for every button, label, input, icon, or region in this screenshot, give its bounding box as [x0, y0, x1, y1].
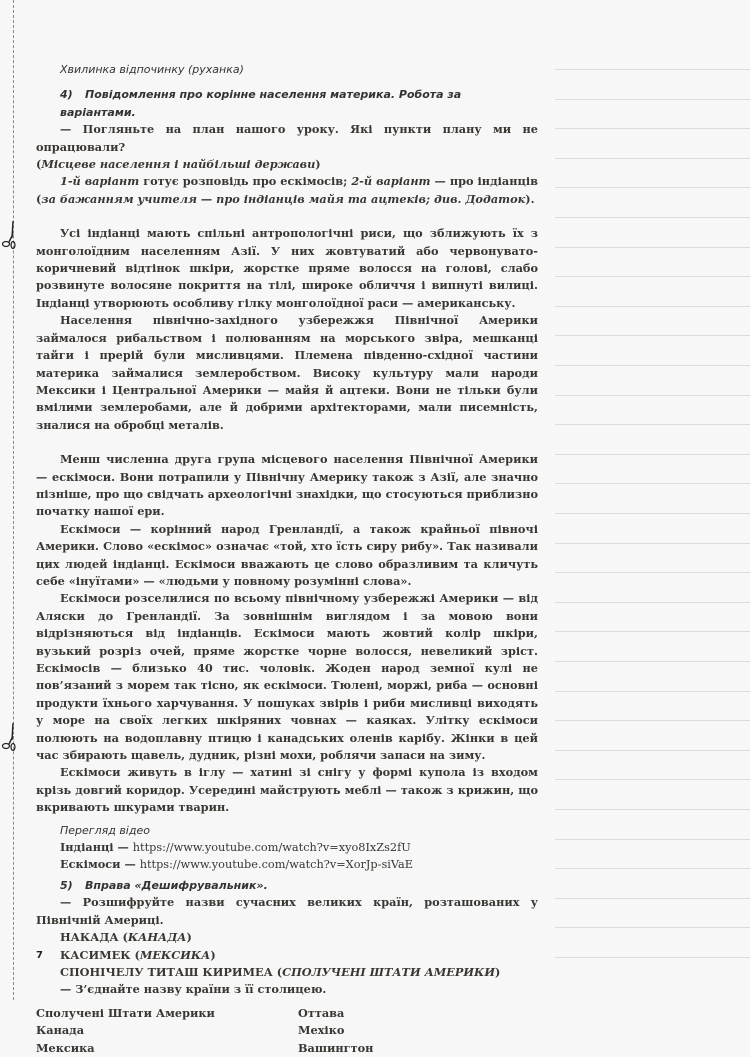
note-line — [555, 839, 750, 840]
section-title: Повідомлення про корінне населення материка. Робота за варіантами. — [60, 88, 462, 119]
note-line — [555, 691, 750, 692]
eskimos-paragraph-2: Ескімоси — корінний народ Гренландії, а також крайньої півночі Америки. Слово «ескімос» означає «той, хто їсть сиру рибу». Так називали цих людей індіанці. Ескімоси вважають це слово образливим та кличуть себе «інуїтами» — «людьми у повному розумінні слова». — [36, 521, 538, 588]
puzzle-item — [36, 964, 538, 981]
note-line — [555, 395, 750, 396]
note-line — [555, 750, 750, 751]
scissors-icon — [1, 220, 23, 250]
note-line — [555, 661, 750, 662]
scrambled-word: КАСИМЕК ( — [60, 947, 140, 962]
video-heading: Перегляд відео — [60, 823, 150, 837]
note-line — [555, 99, 750, 100]
country: Сполучені Штати Америки — [36, 1005, 215, 1020]
note-line — [555, 365, 750, 366]
note-line — [555, 513, 750, 514]
note-line — [555, 454, 750, 455]
puzzle-answer: КАНАДА — [127, 930, 187, 945]
note-line — [555, 898, 750, 899]
section-4-heading — [36, 86, 538, 121]
note-line — [555, 957, 750, 958]
scrambled-word: СПОНІЧЕЛУ ТИТАШ КИРИМЕА ( — [60, 964, 283, 979]
note-line — [555, 335, 750, 336]
puzzle-answer: МЕКСИКА — [139, 947, 211, 962]
variants-text — [36, 173, 538, 208]
video-label: Індіанці — — [60, 840, 133, 855]
note-line — [555, 306, 750, 307]
scissors-icon — [1, 722, 23, 752]
section-title: Вправа «Дешифрувальник». — [85, 878, 268, 892]
note-line — [555, 572, 750, 573]
note-line — [555, 158, 750, 159]
paren: ) — [315, 157, 321, 172]
video-link-indians[interactable] — [36, 839, 538, 856]
country-capital-matching — [36, 1005, 538, 1057]
section-5-heading — [36, 877, 538, 894]
country: Канада — [36, 1023, 85, 1038]
eskimos-paragraph-3: Ескімоси розселилися по всьому північному узбережжі Америки — від Аляски до Гренландії. За зовнішнім виглядом і за мовою вони відрізняються від індіанців. Ескімоси мають жовтий колір шкіри, вузький розріз очей, пряме жорстке чорне волосся, невеликий зріст. Ескімосів — близько 40 тис. чоловік. Жоден народ земної кулі не пов’язаний з морем так тісно, як ескімоси. Тюлені, моржі, риба — основні продукти їхнього харчування. У пошуках звірів і риби мисливці виходять у море на своїх легких шкіряних човнах — каяках. Улітку ескімоси полюють на водоплавну птицю і канадських оленів карібу. Жінки в цей час збирають щавель, дудник, різні мохи, роблячи запаси на зиму. — [36, 591, 538, 763]
paren: ( — [36, 157, 42, 172]
puzzle-item — [36, 929, 538, 946]
note-line — [555, 276, 750, 277]
indians-paragraph-1: Усі індіанці мають спільні антропологічні риси, що зближують їх з монголоїдним населенням Азії. У них жовтуватий або червонувато-коричневий відтінок шкіри, жорстке пряме волосся на голові, слабо розвинуте волосяне покриття на тілі, широке обличчя і випнуті вилиці. Індіанці утворюють особливу гілку монголоїдної раси — американську. — [36, 226, 538, 310]
rest-break-label: Хвилинка відпочинку (руханка) — [60, 63, 244, 76]
note-line — [555, 247, 750, 248]
note-line — [555, 868, 750, 869]
note-line — [555, 217, 750, 218]
eskimos-paragraph-1: Менш численна друга група місцевого населення Північної Америки — ескімоси. Вони потрапили у Північну Америку також з Азії, але значно пізніше, про що свідчать археологічні знахідки, що стосуються приблизно початку нашої ери. — [36, 452, 538, 519]
variant-2-note: за бажанням учителя — про індіанців майя та ацтеків; див. Додаток — [41, 191, 526, 206]
note-line — [555, 631, 750, 632]
decipher-instruction: — Розшифруйте назви сучасних великих країн, розташованих у Північній Америці. — [36, 895, 538, 927]
note-line — [555, 69, 750, 70]
page-content — [36, 61, 538, 1057]
puzzle-answer: СПОЛУЧЕНІ ШТАТИ АМЕРИКИ — [282, 964, 495, 979]
video-label: Ескімоси — — [60, 857, 140, 872]
answer-italic: Місцеве населення і найбільші держави — [41, 157, 316, 172]
notes-lines-area — [555, 0, 750, 1000]
variant-2-text: — про індіанців ( — [36, 174, 538, 206]
capital: Мехіко — [298, 1023, 345, 1038]
note-line — [555, 543, 750, 544]
paren: ) — [210, 947, 216, 962]
note-line — [555, 720, 750, 721]
note-line — [555, 779, 750, 780]
country: Мексика — [36, 1040, 95, 1055]
page-number: 7 — [36, 950, 43, 961]
note-line — [555, 602, 750, 603]
note-line — [555, 483, 750, 484]
capital: Оттава — [298, 1005, 345, 1020]
eskimos-paragraph-4: Ескімоси живуть в іглу — хатині зі снігу у формі купола із входом крізь довгий коридор. Усередині майструють меблі — також з крижин, що вкривають шкурами тварин. — [36, 765, 538, 815]
note-line — [555, 128, 750, 129]
puzzle-item — [36, 947, 538, 964]
indians-paragraph-2: Населення північно-західного узбережжя Північної Америки займалося рибальством і полюванням на морського звіра, мешканці тайги і прерій були мисливцями. Племена південно-східної частини материка займалися землеробством. Високу культуру мали народи Мексики і Центральної Америки — майя й ацтеки. Вони не тільки були вмілими землеробами, але й добрими архітекторами, мали писемність, зналися на обробці металів. — [36, 313, 538, 432]
scrambled-word: НАКАДА ( — [60, 930, 128, 945]
cut-line — [13, 0, 14, 1000]
note-line — [555, 187, 750, 188]
variant-2-label: 2-й варіант — [351, 174, 431, 189]
section-number: 5) — [60, 878, 73, 892]
variant-1-text: готує розповідь про ескімосів; — [139, 174, 352, 189]
answer-text — [36, 156, 538, 173]
match-instruction: — З’єднайте назву країни з її столицею. — [60, 982, 327, 997]
note-line — [555, 424, 750, 425]
section-number: 4) — [60, 88, 73, 102]
video-link-eskimos[interactable] — [36, 856, 538, 873]
video-url[interactable]: https://www.youtube.com/watch?v=XorJp-siVaE — [139, 858, 413, 872]
note-line — [555, 927, 750, 928]
video-url[interactable]: https://www.youtube.com/watch?v=xyo8IxZs2fU — [132, 841, 411, 855]
paren: ) — [186, 930, 192, 945]
paren: ) — [495, 964, 501, 979]
paren: ). — [525, 191, 535, 206]
question-text: — Погляньте на план нашого уроку. Які пункти плану ми не опрацювали? — [36, 122, 538, 154]
note-line — [555, 809, 750, 810]
capital: Вашингтон — [298, 1040, 374, 1055]
variant-1-label: 1-й варіант — [60, 174, 140, 189]
